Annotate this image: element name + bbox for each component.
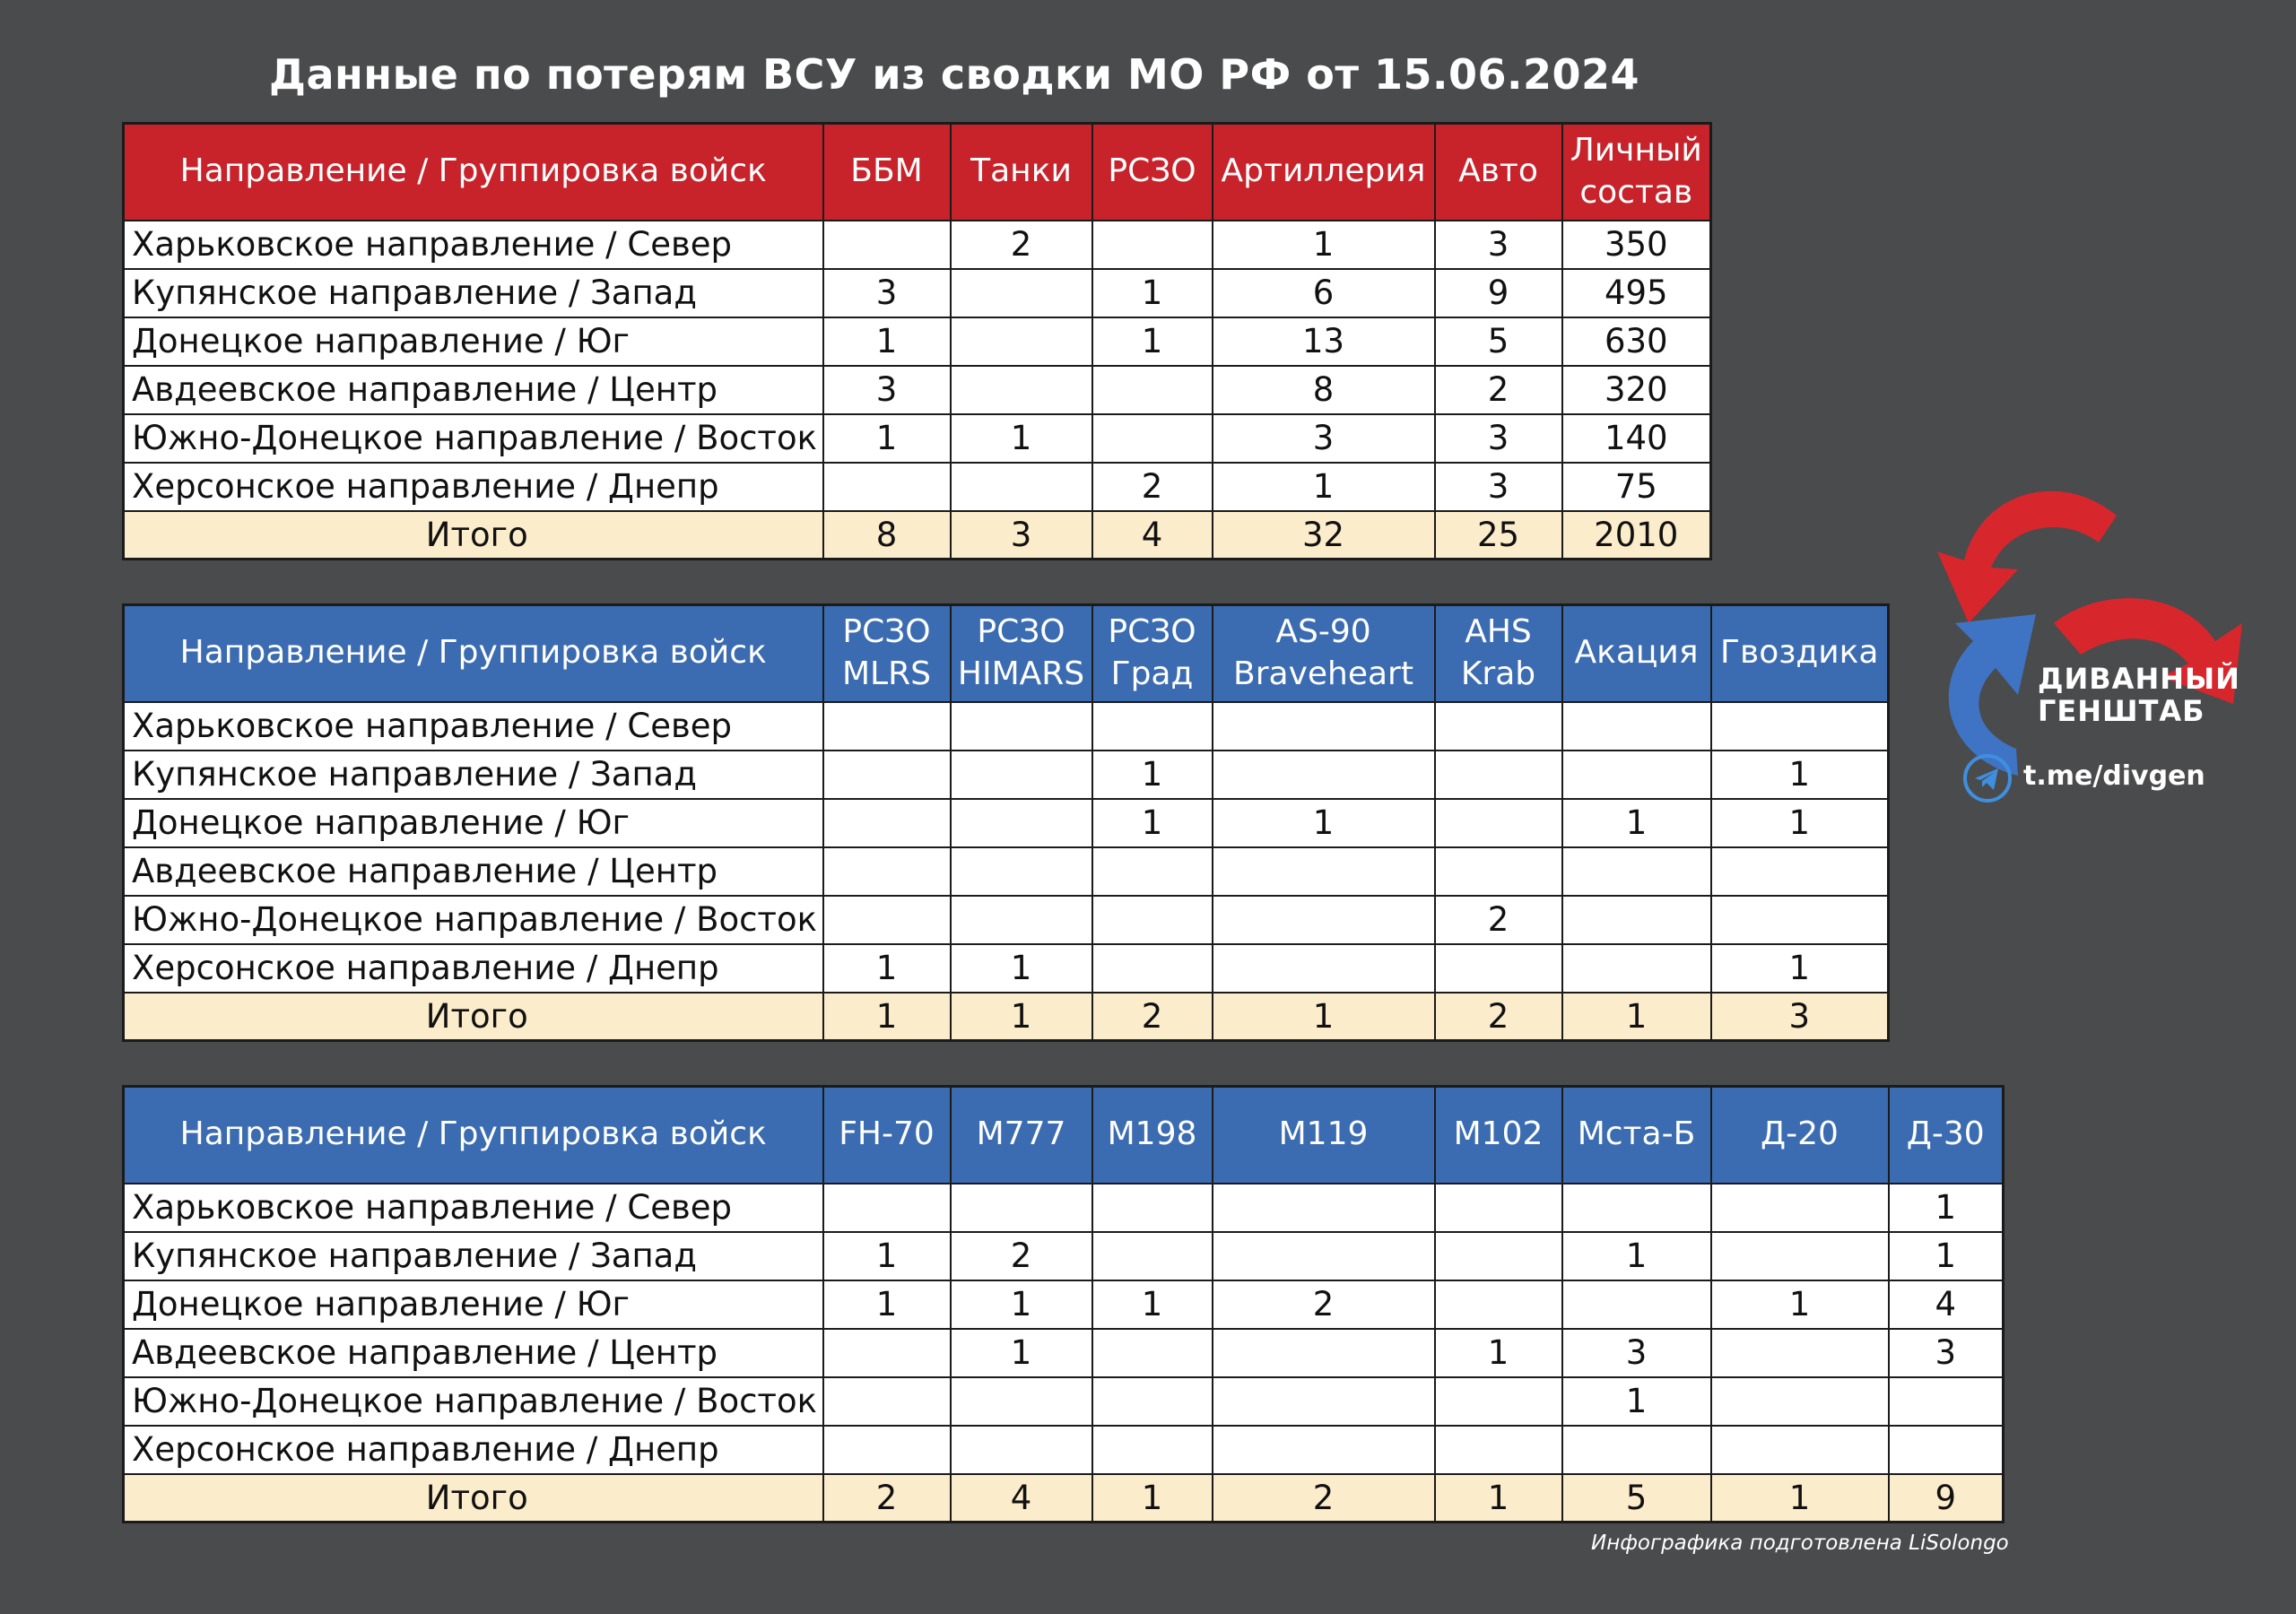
total-value: 1 xyxy=(1435,1474,1562,1523)
row-direction-label: Южно-Донецкое направление / Восток xyxy=(124,1377,823,1426)
row-value: 2 xyxy=(1435,896,1562,944)
total-value: 4 xyxy=(951,1474,1092,1523)
row-value xyxy=(1092,221,1213,269)
column-header-direction: Направление / Группировка войск xyxy=(124,124,823,221)
row-value: 1 xyxy=(1092,751,1213,799)
row-value: 1 xyxy=(1889,1184,2004,1232)
table-row xyxy=(124,944,1889,993)
table-row xyxy=(124,799,1889,847)
row-direction-label: Херсонское направление / Днепр xyxy=(124,463,823,511)
row-value: 3 xyxy=(1213,414,1435,463)
column-header: РСЗО HIMARS xyxy=(951,605,1092,702)
row-value: 3 xyxy=(823,269,951,317)
total-value: 1 xyxy=(1562,993,1711,1041)
table-row xyxy=(124,317,1711,366)
row-value: 1 xyxy=(823,1280,951,1329)
table-row xyxy=(124,1280,2004,1329)
row-value xyxy=(1213,702,1435,751)
total-value: 1 xyxy=(1213,993,1435,1041)
row-direction-label: Харьковское направление / Север xyxy=(124,1184,823,1232)
row-value: 3 xyxy=(1562,1329,1711,1377)
total-value: 1 xyxy=(951,993,1092,1041)
row-value xyxy=(1711,1426,1889,1474)
row-value: 1 xyxy=(951,414,1092,463)
row-direction-label: Купянское направление / Запад xyxy=(124,269,823,317)
row-direction-label: Купянское направление / Запад xyxy=(124,1232,823,1280)
row-value xyxy=(823,1184,951,1232)
row-value xyxy=(1435,799,1562,847)
row-value: 1 xyxy=(1213,221,1435,269)
row-value xyxy=(951,463,1092,511)
row-value xyxy=(1435,1280,1562,1329)
row-value xyxy=(951,847,1092,896)
total-value: 1 xyxy=(823,993,951,1041)
table-row xyxy=(124,221,1711,269)
table-header-row xyxy=(124,605,1889,702)
row-value: 13 xyxy=(1213,317,1435,366)
row-value xyxy=(1562,1426,1711,1474)
row-value: 1 xyxy=(1092,269,1213,317)
row-direction-label: Южно-Донецкое направление / Восток xyxy=(124,414,823,463)
row-direction-label: Авдеевское направление / Центр xyxy=(124,366,823,414)
row-value xyxy=(1562,1280,1711,1329)
table-row xyxy=(124,463,1711,511)
table-total-row xyxy=(124,993,1889,1041)
row-value xyxy=(823,847,951,896)
row-value: 1 xyxy=(1213,463,1435,511)
row-direction-label: Купянское направление / Запад xyxy=(124,751,823,799)
table-row xyxy=(124,1377,2004,1426)
row-value xyxy=(1711,702,1889,751)
total-label: Итого xyxy=(124,1474,823,1523)
row-value xyxy=(1435,1184,1562,1232)
row-value: 9 xyxy=(1435,269,1562,317)
row-value xyxy=(1562,896,1711,944)
row-value xyxy=(823,1329,951,1377)
column-header: M777 xyxy=(951,1087,1092,1184)
column-header: FH-70 xyxy=(823,1087,951,1184)
row-value xyxy=(1435,1232,1562,1280)
table-row xyxy=(124,269,1711,317)
row-value xyxy=(1435,847,1562,896)
row-value: 1 xyxy=(951,1280,1092,1329)
row-value xyxy=(823,751,951,799)
row-value xyxy=(1562,944,1711,993)
table-row xyxy=(124,751,1889,799)
row-value: 1 xyxy=(1092,317,1213,366)
row-direction-label: Авдеевское направление / Центр xyxy=(124,847,823,896)
column-header: ББМ xyxy=(823,124,951,221)
row-value xyxy=(1711,1329,1889,1377)
row-value xyxy=(1092,1232,1213,1280)
row-value xyxy=(1092,414,1213,463)
row-value: 5 xyxy=(1435,317,1562,366)
row-value xyxy=(1092,896,1213,944)
row-value: 2 xyxy=(1092,463,1213,511)
total-label: Итого xyxy=(124,511,823,560)
row-value xyxy=(1711,847,1889,896)
row-value xyxy=(1213,847,1435,896)
row-value xyxy=(951,751,1092,799)
row-value: 2 xyxy=(1435,366,1562,414)
column-header: Д-30 xyxy=(1889,1087,2004,1184)
row-value: 1 xyxy=(1711,944,1889,993)
row-direction-label: Южно-Донецкое направление / Восток xyxy=(124,896,823,944)
total-value: 5 xyxy=(1562,1474,1711,1523)
table-header-row xyxy=(124,1087,2004,1184)
row-value xyxy=(1213,896,1435,944)
row-value xyxy=(951,799,1092,847)
row-value: 3 xyxy=(823,366,951,414)
row-value: 350 xyxy=(1562,221,1711,269)
row-value xyxy=(1435,1377,1562,1426)
row-value xyxy=(1092,1377,1213,1426)
row-direction-label: Донецкое направление / Юг xyxy=(124,799,823,847)
row-value: 1 xyxy=(823,944,951,993)
row-value: 3 xyxy=(1435,221,1562,269)
brand-name-line1: ДИВАННЫЙ xyxy=(2038,662,2240,696)
row-value: 2 xyxy=(1213,1280,1435,1329)
row-value xyxy=(1711,1232,1889,1280)
total-value: 1 xyxy=(1711,1474,1889,1523)
row-direction-label: Донецкое направление / Юг xyxy=(124,317,823,366)
row-value xyxy=(1092,366,1213,414)
row-value xyxy=(951,269,1092,317)
row-value xyxy=(1092,1426,1213,1474)
column-header: Гвоздика xyxy=(1711,605,1889,702)
total-value: 4 xyxy=(1092,511,1213,560)
row-value xyxy=(1213,1426,1435,1474)
row-value xyxy=(823,896,951,944)
row-value: 1 xyxy=(951,944,1092,993)
row-value xyxy=(1213,751,1435,799)
column-header: Д-20 xyxy=(1711,1087,1889,1184)
row-value: 630 xyxy=(1562,317,1711,366)
row-value: 75 xyxy=(1562,463,1711,511)
row-value: 1 xyxy=(1562,1232,1711,1280)
row-value: 1 xyxy=(1092,799,1213,847)
row-value xyxy=(823,463,951,511)
row-value xyxy=(1711,896,1889,944)
credit-text: Инфографика подготовлена LiSolongo xyxy=(1591,1532,2009,1555)
row-value xyxy=(1435,944,1562,993)
row-value xyxy=(1711,1377,1889,1426)
row-value: 1 xyxy=(823,414,951,463)
total-value: 3 xyxy=(951,511,1092,560)
row-value: 3 xyxy=(1889,1329,2004,1377)
row-value xyxy=(823,221,951,269)
row-value xyxy=(1092,944,1213,993)
row-value xyxy=(1562,702,1711,751)
page-title: Данные по потерям ВСУ из сводки МО РФ от 15.06.2024 xyxy=(269,50,1640,99)
row-value xyxy=(1562,847,1711,896)
brand-name-line2: ГЕНШТАБ xyxy=(2038,694,2205,728)
column-header: РСЗО MLRS xyxy=(823,605,951,702)
row-value xyxy=(1213,1232,1435,1280)
total-value: 25 xyxy=(1435,511,1562,560)
row-value: 1 xyxy=(1092,1280,1213,1329)
row-direction-label: Донецкое направление / Юг xyxy=(124,1280,823,1329)
row-value xyxy=(1213,1184,1435,1232)
row-value xyxy=(951,317,1092,366)
row-value xyxy=(951,1426,1092,1474)
column-header-direction: Направление / Группировка войск xyxy=(124,605,823,702)
column-header: M198 xyxy=(1092,1087,1213,1184)
column-header: Акация xyxy=(1562,605,1711,702)
losses-table-general xyxy=(122,122,1712,560)
table-total-row xyxy=(124,511,1711,560)
row-value: 1 xyxy=(1711,751,1889,799)
total-value: 3 xyxy=(1711,993,1889,1041)
column-header: Танки xyxy=(951,124,1092,221)
row-value xyxy=(823,702,951,751)
total-value: 9 xyxy=(1889,1474,2004,1523)
row-value: 3 xyxy=(1435,414,1562,463)
table-row xyxy=(124,702,1889,751)
row-value: 1 xyxy=(1562,799,1711,847)
row-value: 320 xyxy=(1562,366,1711,414)
row-value xyxy=(951,1184,1092,1232)
row-value xyxy=(1435,751,1562,799)
row-value xyxy=(1092,1329,1213,1377)
row-direction-label: Херсонское направление / Днепр xyxy=(124,944,823,993)
row-direction-label: Харьковское направление / Север xyxy=(124,702,823,751)
telegram-link[interactable]: t.me/divgen xyxy=(2023,760,2205,792)
column-header: Личный состав xyxy=(1562,124,1711,221)
row-value: 1 xyxy=(1435,1329,1562,1377)
row-value: 140 xyxy=(1562,414,1711,463)
row-value xyxy=(1562,751,1711,799)
row-value xyxy=(951,896,1092,944)
row-value: 8 xyxy=(1213,366,1435,414)
total-value: 1 xyxy=(1092,1474,1213,1523)
column-header-direction: Направление / Группировка войск xyxy=(124,1087,823,1184)
column-header: Мста-Б xyxy=(1562,1087,1711,1184)
row-value xyxy=(1213,1329,1435,1377)
row-value xyxy=(1562,1184,1711,1232)
table-row xyxy=(124,1426,2004,1474)
row-value xyxy=(1092,847,1213,896)
table-row xyxy=(124,896,1889,944)
losses-table-towed-artillery xyxy=(122,1085,2005,1523)
table-row xyxy=(124,414,1711,463)
row-value: 1 xyxy=(1213,799,1435,847)
row-value: 1 xyxy=(1711,799,1889,847)
telegram-icon xyxy=(1962,753,2013,803)
table-header-row xyxy=(124,124,1711,221)
row-value xyxy=(1092,1184,1213,1232)
total-value: 2 xyxy=(823,1474,951,1523)
row-value xyxy=(1092,702,1213,751)
column-header: Артиллерия xyxy=(1213,124,1435,221)
column-header: M102 xyxy=(1435,1087,1562,1184)
row-value: 2 xyxy=(951,1232,1092,1280)
row-value xyxy=(1213,1377,1435,1426)
table-row xyxy=(124,366,1711,414)
row-value: 1 xyxy=(823,1232,951,1280)
column-header: РСЗО xyxy=(1092,124,1213,221)
row-value: 1 xyxy=(951,1329,1092,1377)
total-value: 8 xyxy=(823,511,951,560)
table-total-row xyxy=(124,1474,2004,1523)
row-value xyxy=(1889,1377,2004,1426)
losses-table-mlrs-sp-guns xyxy=(122,603,1890,1042)
row-value: 2 xyxy=(951,221,1092,269)
total-value: 2010 xyxy=(1562,511,1711,560)
row-direction-label: Харьковское направление / Север xyxy=(124,221,823,269)
row-value: 4 xyxy=(1889,1280,2004,1329)
total-value: 2 xyxy=(1213,1474,1435,1523)
row-value: 1 xyxy=(1562,1377,1711,1426)
row-value xyxy=(951,1377,1092,1426)
total-value: 2 xyxy=(1435,993,1562,1041)
row-direction-label: Авдеевское направление / Центр xyxy=(124,1329,823,1377)
row-value xyxy=(1889,1426,2004,1474)
table-row xyxy=(124,847,1889,896)
column-header: AHS Krab xyxy=(1435,605,1562,702)
row-value: 3 xyxy=(1435,463,1562,511)
row-direction-label: Херсонское направление / Днепр xyxy=(124,1426,823,1474)
total-value: 32 xyxy=(1213,511,1435,560)
row-value xyxy=(951,702,1092,751)
row-value xyxy=(951,366,1092,414)
row-value xyxy=(823,1377,951,1426)
column-header: M119 xyxy=(1213,1087,1435,1184)
row-value xyxy=(1435,1426,1562,1474)
column-header: AS-90 Braveheart xyxy=(1213,605,1435,702)
column-header: Авто xyxy=(1435,124,1562,221)
row-value xyxy=(1711,1184,1889,1232)
row-value: 6 xyxy=(1213,269,1435,317)
column-header: РСЗО Град xyxy=(1092,605,1213,702)
row-value xyxy=(1435,702,1562,751)
row-value xyxy=(1213,944,1435,993)
total-value: 2 xyxy=(1092,993,1213,1041)
row-value: 495 xyxy=(1562,269,1711,317)
row-value: 1 xyxy=(823,317,951,366)
row-value xyxy=(823,799,951,847)
row-value xyxy=(823,1426,951,1474)
table-row xyxy=(124,1329,2004,1377)
table-row xyxy=(124,1232,2004,1280)
total-label: Итого xyxy=(124,993,823,1041)
row-value: 1 xyxy=(1711,1280,1889,1329)
row-value: 1 xyxy=(1889,1232,2004,1280)
table-row xyxy=(124,1184,2004,1232)
